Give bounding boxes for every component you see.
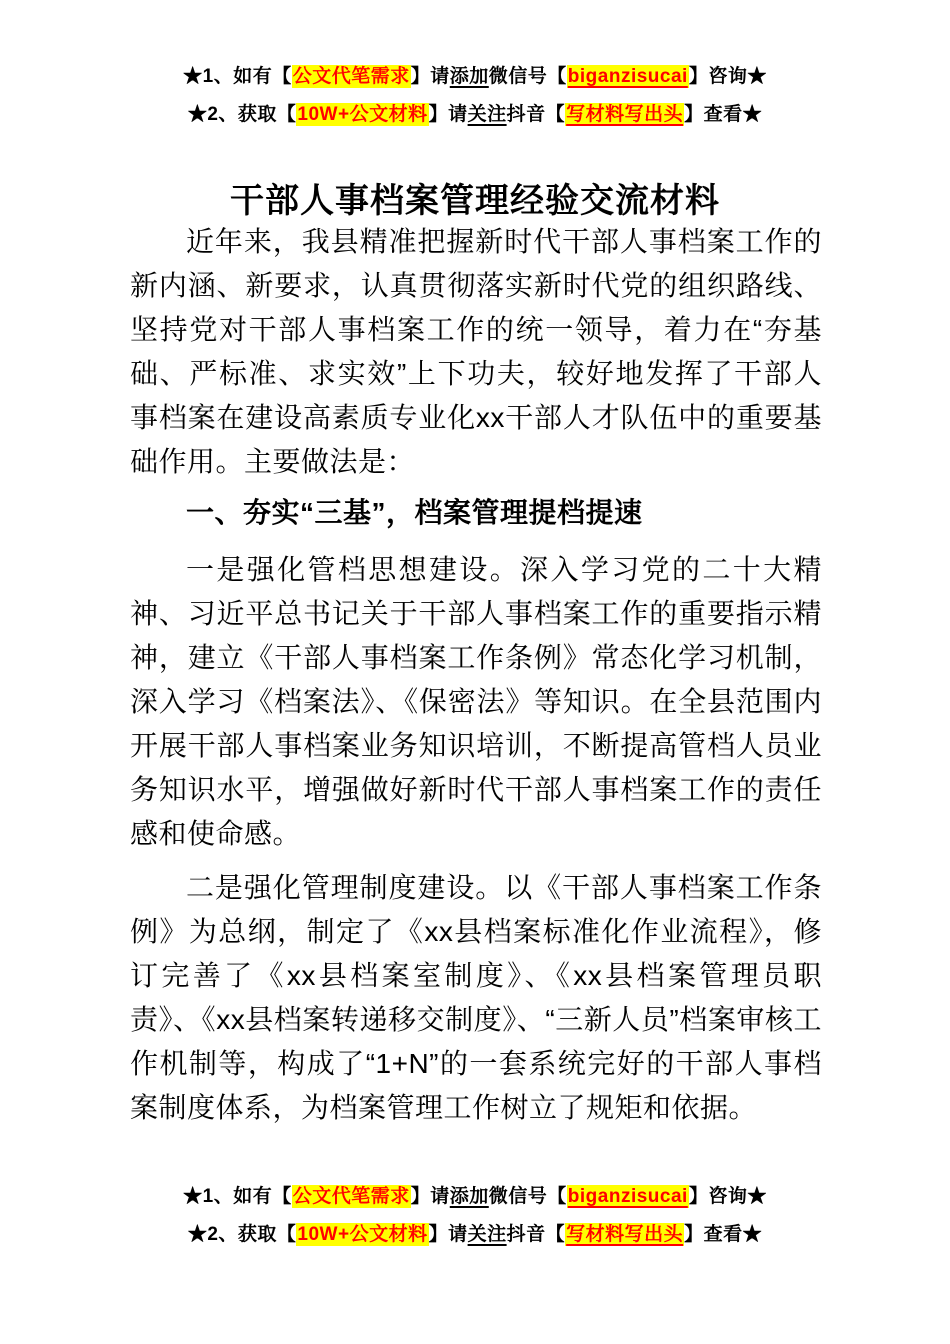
promo-plain-text: ★1、如有【 xyxy=(183,1186,292,1207)
promo-plain-text: 微信号【 xyxy=(488,1186,567,1207)
promo-wechat-id: biganzisucai xyxy=(567,66,688,87)
document-title: 干部人事档案管理经验交流材料 xyxy=(230,181,720,220)
promo-plain-text: 】请 xyxy=(428,1224,468,1245)
promo-underlined-text: 关注 xyxy=(467,104,507,125)
promo-underlined-text: 添加 xyxy=(449,1186,489,1207)
promo-header xyxy=(0,58,950,134)
promo-highlight-text: 10W+公文材料 xyxy=(297,104,428,125)
promo-plain-text: ★2、获取【 xyxy=(187,1224,297,1245)
promo-highlight-text: 公文代笔需求 xyxy=(292,1186,410,1207)
promo-footer-line-2 xyxy=(0,1216,950,1254)
promo-plain-text: ★2、获取【 xyxy=(187,104,297,125)
promo-header-line-2 xyxy=(0,96,950,134)
promo-plain-text: 】请 xyxy=(410,1186,450,1207)
promo-plain-text: 】请 xyxy=(428,104,468,125)
promo-plain-text: 抖音【 xyxy=(506,1224,566,1245)
promo-douyin-id: 写材料写出头 xyxy=(566,1224,684,1245)
promo-plain-text: 】查看★ xyxy=(684,104,763,125)
promo-plain-text: 】请 xyxy=(410,66,450,87)
paragraph-intro: 近年来，我县精准把握新时代干部人事档案工作的新内涵、新要求，认真贯彻落实新时代党的组织路线、坚持党对干部人事档案工作的统一领导，着力在“夯基础、严标准、求实效”上下功夫，较好地发挥了干部人事档案在建设高素质专业化xx干部人才队伍中的重要基础作用。主要做法是： xyxy=(130,226,822,477)
promo-plain-text: 】咨询★ xyxy=(688,66,767,87)
promo-underlined-text: 关注 xyxy=(467,1224,507,1245)
paragraph-point-1: 一是强化管档思想建设。深入学习党的二十大精神、习近平总书记关于干部人事档案工作的重要指示精神，建立《干部人事档案工作条例》常态化学习机制，深入学习《档案法》、《保密法》等知识。在全县范围内开展干部人事档案业务知识培训，不断提高管档人员业务知识水平，增强做好新时代干部人事档案工作的责任感和使命感。 xyxy=(130,554,822,849)
section-heading-1: 一、夯实“三基”，档案管理提档提速 xyxy=(186,497,643,528)
paragraph-point-2: 二是强化管理制度建设。以《干部人事档案工作条例》为总纲，制定了《xx县档案标准化作业流程》，修订完善了《xx县档案室制度》、《xx县档案管理员职责》、《xx县档案转递移交制度》、“三新人员”档案审核工作机制等，构成了“1+N”的一套系统完好的干部人事档案制度体系，为档案管理工作树立了规矩和依据。 xyxy=(130,872,822,1123)
promo-footer xyxy=(0,1178,950,1254)
promo-wechat-id: biganzisucai xyxy=(567,1186,688,1207)
promo-plain-text: 】查看★ xyxy=(684,1224,763,1245)
promo-plain-text: 】咨询★ xyxy=(688,1186,767,1207)
promo-plain-text: 微信号【 xyxy=(488,66,567,87)
promo-highlight-text: 公文代笔需求 xyxy=(292,66,410,87)
promo-plain-text: ★1、如有【 xyxy=(183,66,292,87)
promo-header-line-1 xyxy=(0,58,950,96)
promo-highlight-text: 10W+公文材料 xyxy=(297,1224,428,1245)
promo-douyin-id: 写材料写出头 xyxy=(566,104,684,125)
promo-plain-text: 抖音【 xyxy=(506,104,566,125)
promo-underlined-text: 添加 xyxy=(449,66,489,87)
promo-footer-line-1 xyxy=(0,1178,950,1216)
